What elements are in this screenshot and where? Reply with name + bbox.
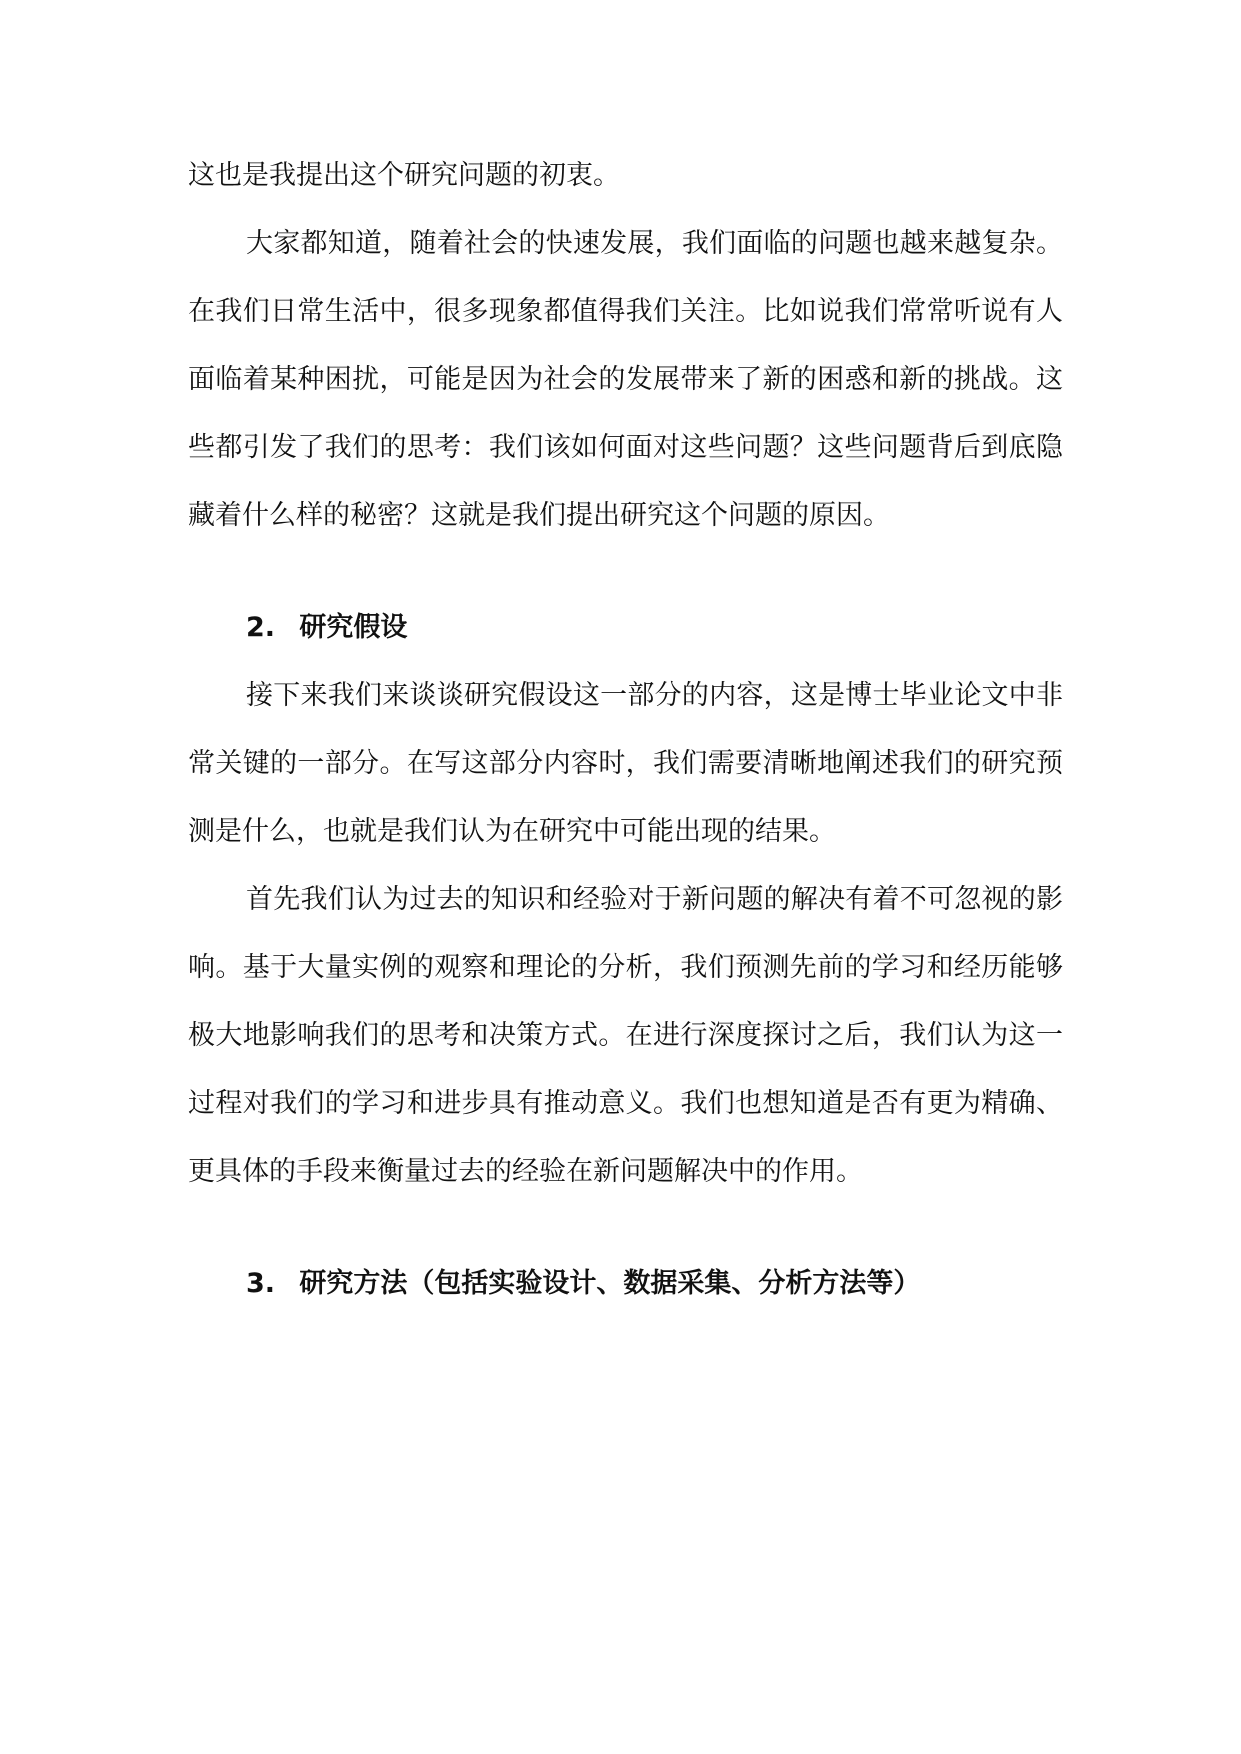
section-title: 研究假设 [299,612,408,643]
document-page [188,142,1063,1318]
paragraph-background: 大家都知道，随着社会的快速发展，我们面临的问题也越来越复杂。在我们日常生活中，很多现象都值得我们关注。比如说我们常常听说有人面临着某种困扰，可能是因为社会的发展带来了新的困惑和新的挑战。这些都引发了我们的思考：我们该如何面对这些问题？这些问题背后到底隐藏着什么样的秘密？这就是我们提出研究这个问题的原因。 [188,228,1063,531]
section-heading-methods [188,1250,1063,1318]
section-heading-hypothesis [188,594,1063,662]
paragraph-hypothesis-intro: 接下来我们来谈谈研究假设这一部分的内容，这是博士毕业论文中非常关键的一部分。在写这部分内容时，我们需要清晰地阐述我们的研究预测是什么，也就是我们认为在研究中可能出现的结果。 [188,680,1063,847]
paragraph-continuation: 这也是我提出这个研究问题的初衷。 [188,160,620,191]
section-title: 研究方法（包括实验设计、数据采集、分析方法等） [299,1268,921,1299]
paragraph-hypothesis-detail: 首先我们认为过去的知识和经验对于新问题的解决有着不可忽视的影响。基于大量实例的观察和理论的分析，我们预测先前的学习和经历能够极大地影响我们的思考和决策方式。在进行深度探讨之后，我们认为这一过程对我们的学习和进步具有推动意义。我们也想知道是否有更为精确、更具体的手段来衡量过去的经验在新问题解决中的作用。 [188,884,1063,1187]
section-number: 3. [246,1268,276,1299]
section-number: 2. [246,612,276,643]
